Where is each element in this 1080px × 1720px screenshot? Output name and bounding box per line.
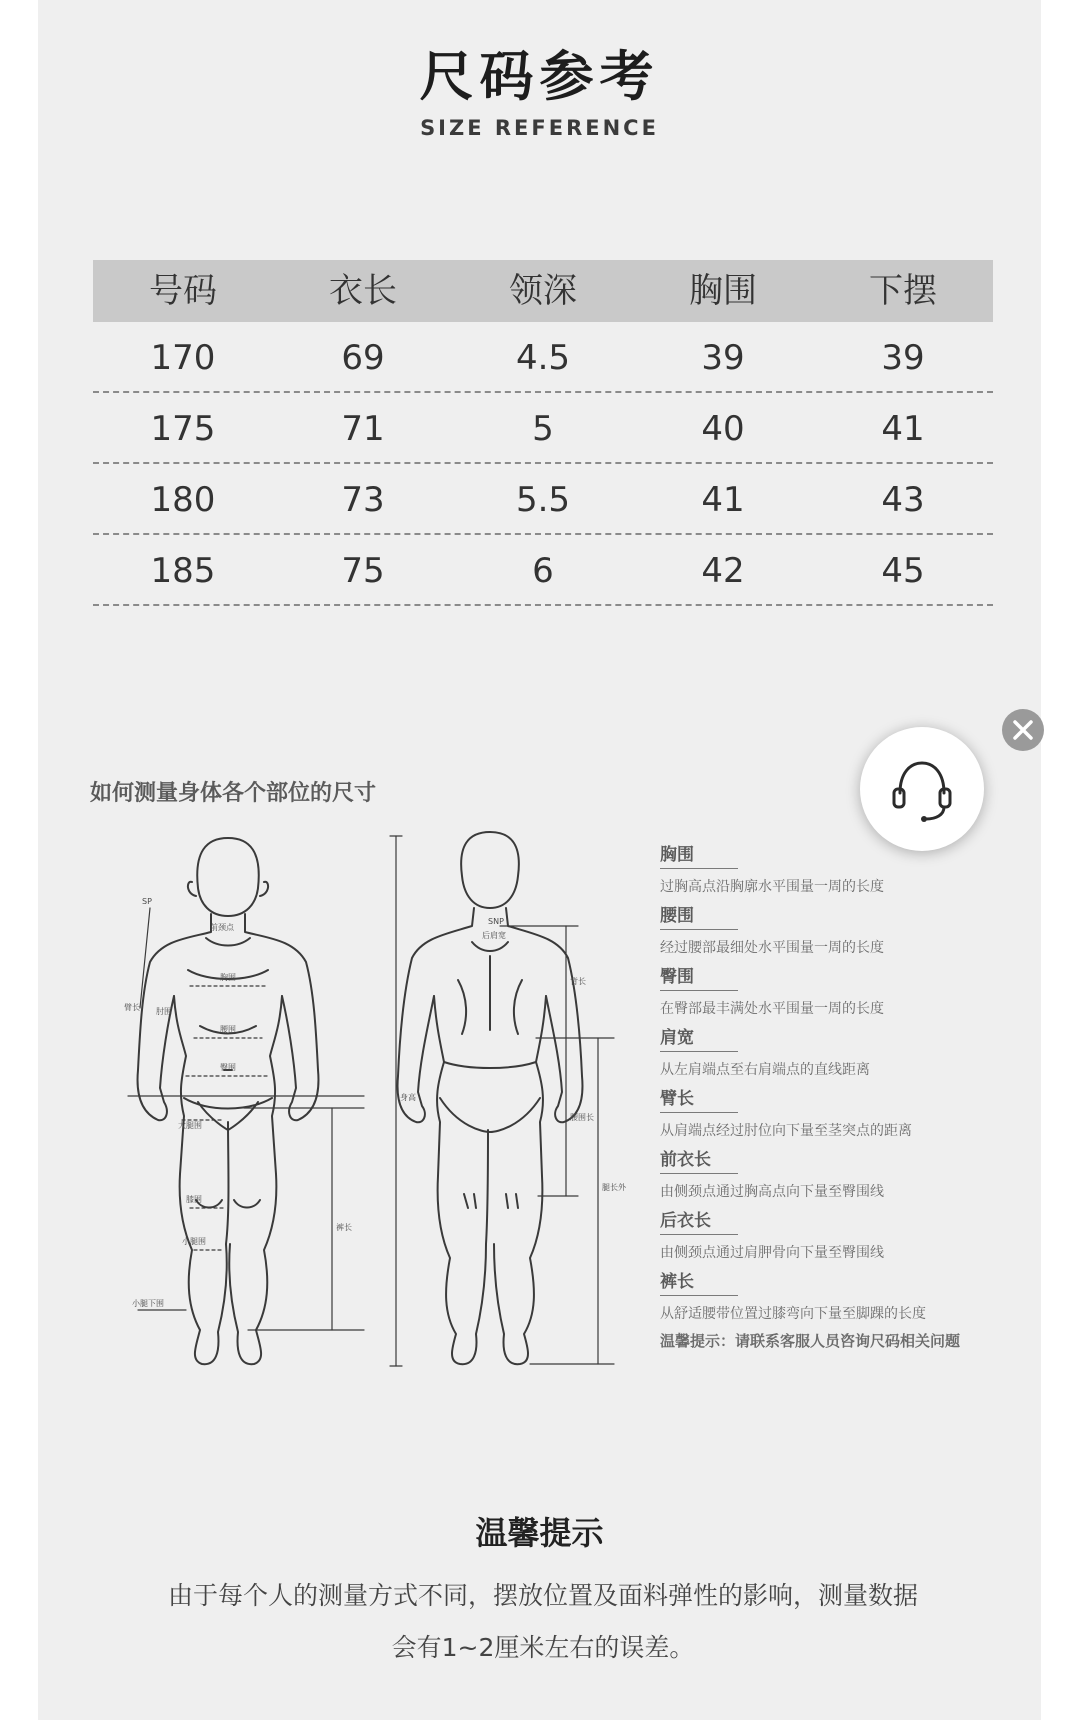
table-cell: 4.5 (515, 338, 571, 378)
legend-item (660, 1023, 1020, 1084)
page-title: 尺码参考 (419, 45, 660, 108)
legend-desc: 经过腰部最细处水平围量一周的长度 (660, 940, 884, 956)
fig-label: 大腿围 (178, 1121, 202, 1130)
table-cell: 6 (532, 551, 554, 591)
size-reference-page (38, 0, 1041, 1720)
headset-icon (860, 727, 984, 851)
reminder-line: 由于每个人的测量方式不同，摆放位置及面料弹性的影响，测量数据 (167, 1581, 918, 1610)
legend-desc: 在臀部最丰满处水平围量一周的长度 (660, 1001, 884, 1017)
table-cell: 41 (881, 409, 925, 449)
legend-item (660, 901, 1020, 962)
legend-term: 裤长 (660, 1267, 738, 1296)
table-cell: 45 (881, 551, 925, 591)
reminder-title: 温馨提示 (475, 1514, 604, 1552)
legend-term: 前衣长 (660, 1145, 738, 1174)
table-row (93, 535, 993, 606)
legend-desc: 从左肩端点至右肩端点的直线距离 (660, 1062, 870, 1078)
close-button[interactable] (1002, 709, 1044, 751)
reminder-text (98, 1570, 988, 1674)
legend-item (660, 1267, 1020, 1328)
fig-label: 前颈点 (210, 923, 234, 932)
front-head-outline (197, 838, 259, 916)
back-head-outline (461, 832, 519, 908)
legend-item (660, 962, 1020, 1023)
fig-label: 腰围长 (570, 1113, 594, 1122)
fig-label: SNP (488, 917, 504, 926)
legend-term: 臀围 (660, 962, 738, 991)
table-header-cell: 衣长 (329, 271, 397, 311)
fig-label: SP (142, 897, 152, 906)
fig-label: 胸围 (220, 973, 236, 982)
table-cell: 5.5 (515, 480, 571, 520)
table-cell: 39 (701, 338, 745, 378)
measurement-legend (660, 840, 1020, 1328)
legend-term: 胸围 (660, 840, 738, 869)
legend-desc: 从舒适腰带位置过膝弯向下量至脚踝的长度 (660, 1306, 926, 1322)
table-cell: 175 (150, 409, 216, 449)
legend-desc: 由侧颈点通过胸高点向下量至臀围线 (660, 1184, 884, 1200)
legend-desc: 从肩端点经过肘位向下量至茎突点的距离 (660, 1123, 912, 1139)
legend-desc: 由侧颈点通过肩胛骨向下量至臀围线 (660, 1245, 884, 1261)
table-cell: 170 (150, 338, 216, 378)
table-row (93, 464, 993, 535)
legend-term: 后衣长 (660, 1206, 738, 1235)
table-header-cell: 领深 (509, 271, 577, 311)
size-table (93, 260, 993, 606)
page-subtitle: SIZE REFERENCE (420, 116, 659, 140)
legend-item (660, 1206, 1020, 1267)
reminder-line: 会有1~2厘米左右的误差。 (391, 1633, 695, 1662)
fig-label: 小腿下围 (132, 1299, 164, 1308)
table-header-cell: 胸围 (689, 271, 757, 311)
table-cell: 185 (150, 551, 216, 591)
table-cell: 42 (701, 551, 745, 591)
legend-term: 腰围 (660, 901, 738, 930)
table-cell: 39 (881, 338, 925, 378)
table-cell: 69 (341, 338, 385, 378)
legend-item (660, 1084, 1020, 1145)
table-cell: 5 (532, 409, 554, 449)
table-row (93, 393, 993, 464)
table-cell: 41 (701, 480, 745, 520)
table-cell: 40 (701, 409, 745, 449)
legend-term: 肩宽 (660, 1023, 738, 1052)
fig-label: 身高 (400, 1093, 416, 1102)
body-measurement-figure (78, 830, 658, 1390)
customer-service-button[interactable] (860, 727, 984, 851)
fig-label: 腿长外 (602, 1183, 626, 1192)
fig-label: 后肩宽 (482, 931, 506, 940)
contact-tip: 温馨提示：请联系客服人员咨询尺码相关问题 (660, 1332, 961, 1350)
table-header-cell: 号码 (149, 271, 217, 311)
fig-label: 背长 (570, 977, 586, 986)
legend-item (660, 1145, 1020, 1206)
close-icon (1002, 709, 1044, 751)
fig-label: 裤长 (336, 1223, 352, 1232)
fig-label: 肘围 (156, 1007, 172, 1016)
table-row (93, 322, 993, 393)
measure-guide-heading: 如何测量身体各个部位的尺寸 (90, 781, 377, 806)
fig-label: 腰围 (220, 1025, 236, 1034)
table-cell: 180 (150, 480, 216, 520)
fig-label: 臀围 (220, 1063, 236, 1072)
legend-desc: 过胸高点沿胸廓水平围量一周的长度 (660, 879, 884, 895)
table-header-row (93, 260, 993, 322)
table-cell: 43 (881, 480, 925, 520)
table-header-cell: 下摆 (869, 271, 937, 311)
fig-label: 小腿围 (182, 1237, 206, 1246)
legend-term: 臂长 (660, 1084, 738, 1113)
fig-label: 膝围 (186, 1195, 202, 1204)
fig-label: 臂长 (124, 1003, 140, 1012)
table-cell: 73 (341, 480, 385, 520)
table-cell: 75 (341, 551, 385, 591)
table-cell: 71 (341, 409, 385, 449)
